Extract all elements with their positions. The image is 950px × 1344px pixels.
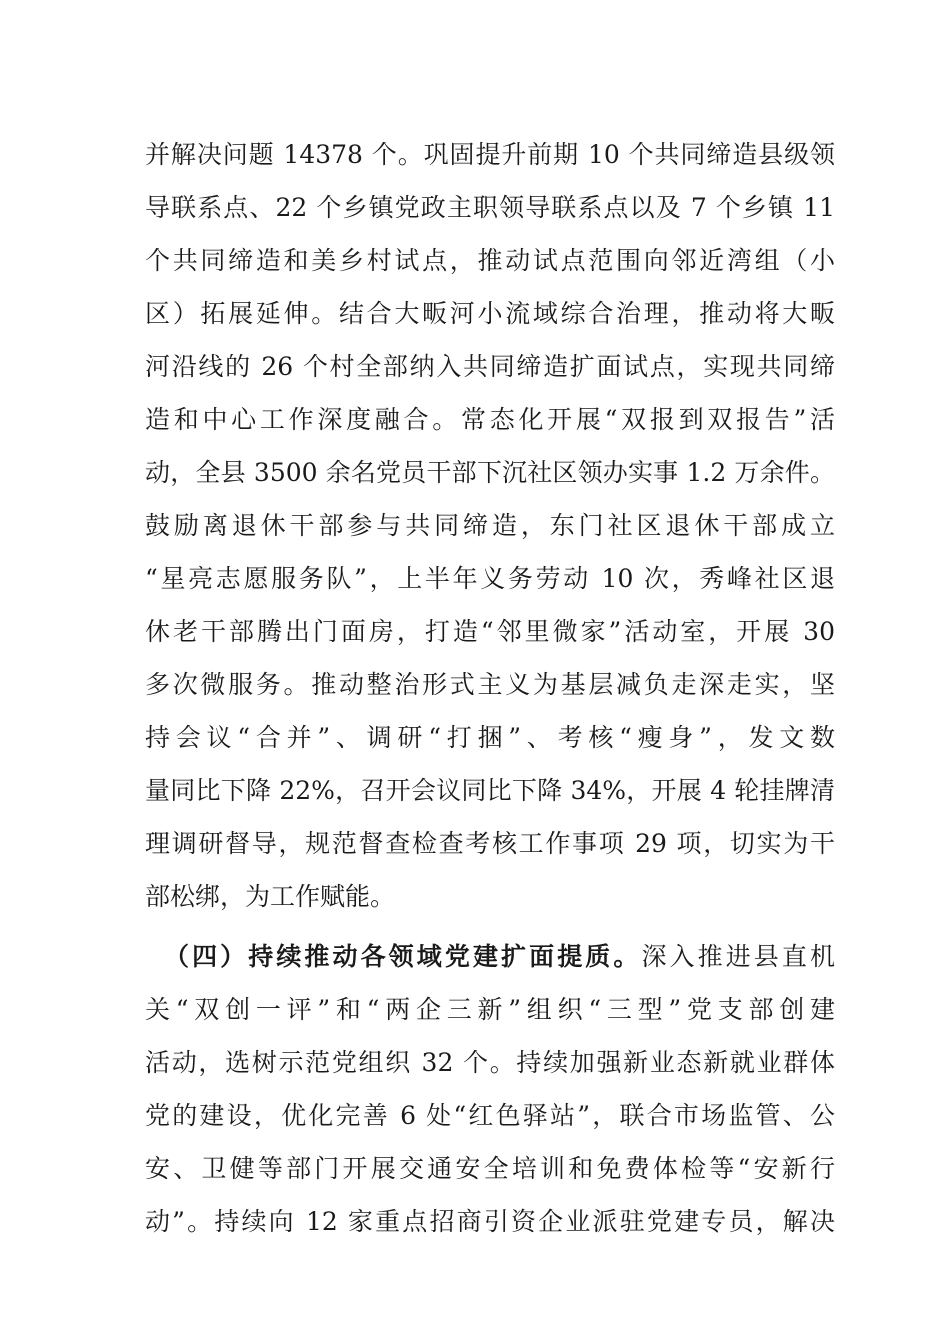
section-heading: （四）持续推动各领域党建扩面提质。 [164,942,642,971]
paragraph-2-line-3: 活动，选树示范党组织 32 个。持续加强新业态新就业群体 [145,1048,835,1077]
paragraph-2-line-2: 关“双创一评”和“两企三新”组织“三型”党支部创建 [145,995,835,1024]
paragraph-1-line-9: “星亮志愿服务队”，上半年义务劳动 10 次，秀峰社区退 [145,564,835,593]
paragraph-2-line-5: 安、卫健等部门开展交通安全培训和免费体检等“安新行 [145,1154,835,1183]
paragraph-1-line-2: 导联系点、22 个乡镇党政主职领导联系点以及 7 个乡镇 11 [145,193,835,222]
paragraph-1-line-8: 鼓励离退休干部参与共同缔造，东门社区退休干部成立 [145,511,835,540]
paragraph-1-line-6: 造和中心工作深度融合。常态化开展“双报到双报告”活 [145,405,835,434]
paragraph-1-line-13: 量同比下降 22%，召开会议同比下降 34%，开展 4 轮挂牌清 [145,776,835,805]
paragraph-2-line-6: 动”。持续向 12 家重点招商引资企业派驻党建专员，解决 [145,1207,835,1236]
paragraph-2-line-4: 党的建设，优化完善 6 处“红色驿站”，联合市场监管、公 [145,1101,835,1130]
paragraph-1-line-4: 区）拓展延伸。结合大畈河小流域综合治理，推动将大畈 [145,299,835,328]
paragraph-1-line-1: 并解决问题 14378 个。巩固提升前期 10 个共同缔造县级领 [145,140,835,169]
paragraph-1-line-14: 理调研督导，规范督查检查考核工作事项 29 项，切实为干 [145,829,835,858]
paragraph-2-first-line-text: 深入推进县直机 [641,942,835,971]
paragraph-1-line-11: 多次微服务。推动整治形式主义为基层减负走深走实，坚 [145,670,835,699]
paragraph-1-line-15: 部松绑，为工作赋能。 [145,882,396,911]
paragraph-1-line-12: 持会议“合并”、调研“打捆”、考核“瘦身”，发文数 [145,723,835,752]
paragraph-1-line-5: 河沿线的 26 个村全部纳入共同缔造扩面试点，实现共同缔 [145,352,835,381]
paragraph-1-line-7: 动，全县 3500 余名党员干部下沉社区领办实事 1.2 万余件。 [145,458,835,487]
paragraph-1-line-3: 个共同缔造和美乡村试点，推动试点范围向邻近湾组（小 [145,246,835,275]
paragraph-1-line-10: 休老干部腾出门面房，打造“邻里微家”活动室，开展 30 [145,617,835,646]
paragraph-2-line-1 [164,935,835,979]
